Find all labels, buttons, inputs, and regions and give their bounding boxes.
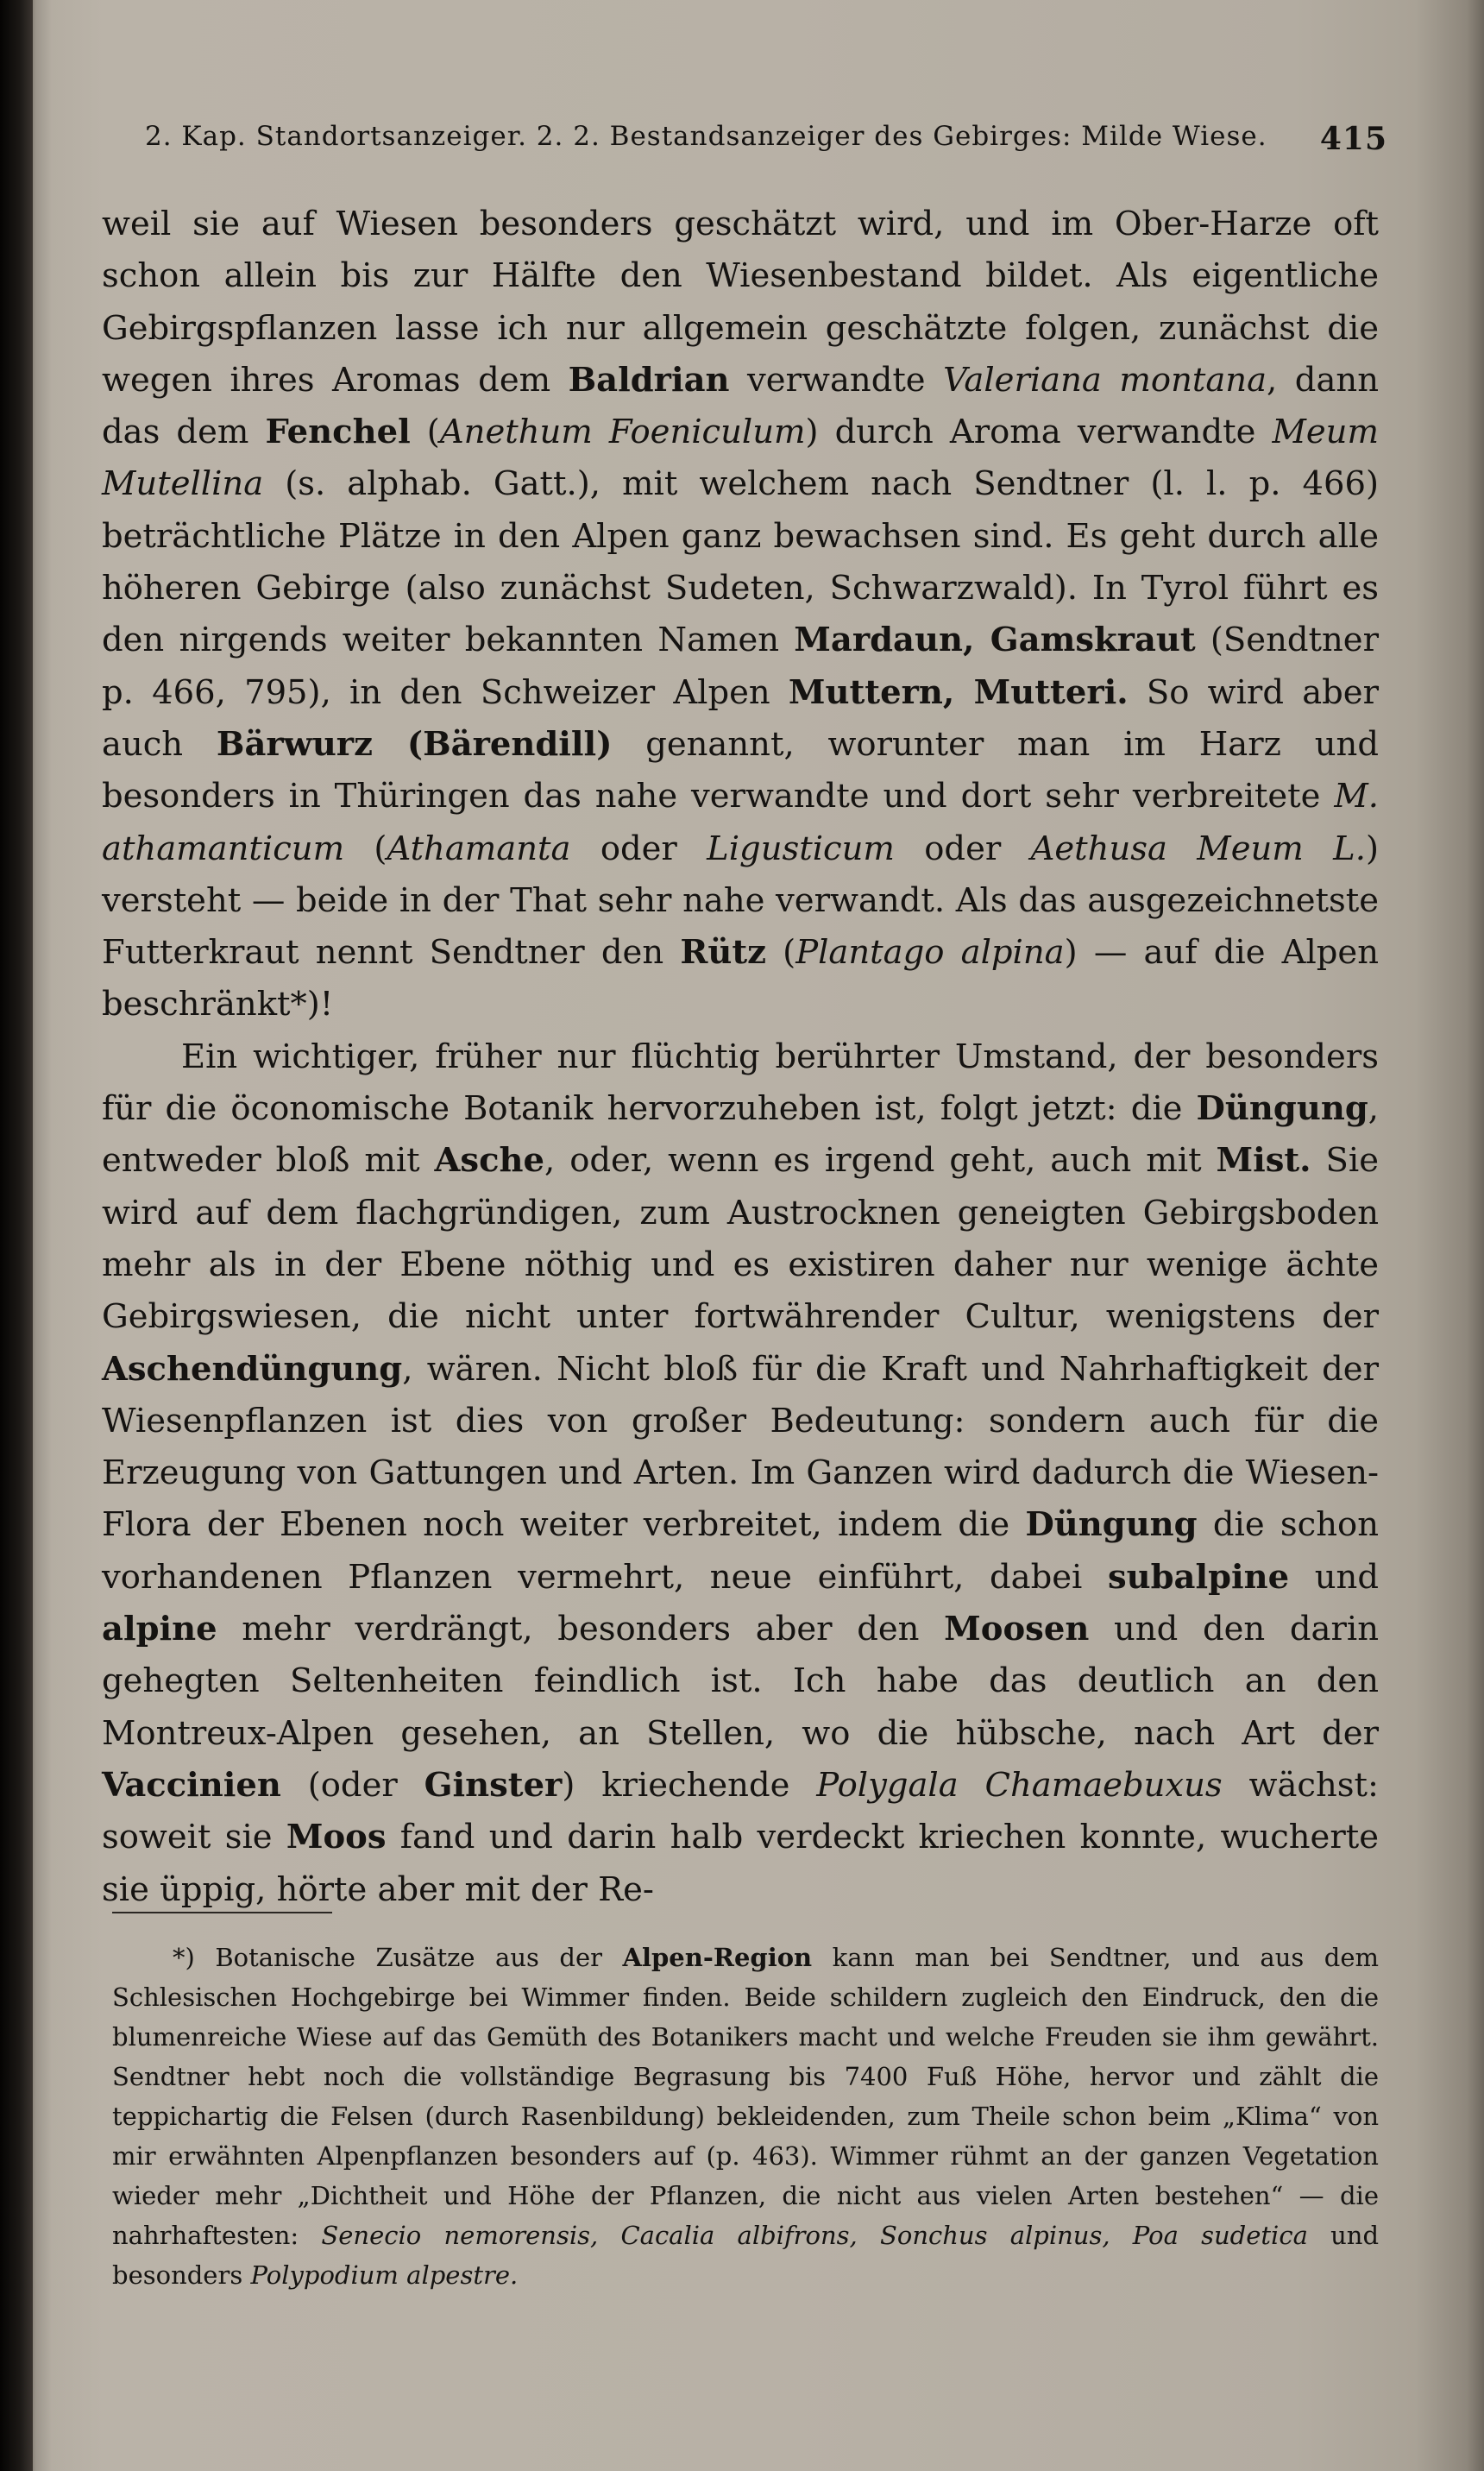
page-number: 415 — [1319, 121, 1387, 157]
text-run: , wären. Nicht bloß für die Kraft und Nahrhaftigkeit der Wiesenpflanzen ist dies von großer Bedeutung: sondern auch für die Erzeugung von Gattungen und Arten. Im Ganzen wird dadurch die Wiesen-Flora der Ebenen noch weiter verbreitet, indem die — [102, 1349, 1379, 1545]
text-run: oder — [894, 829, 1031, 868]
bold-term: Asche — [434, 1141, 545, 1181]
footnote-text — [112, 1938, 1379, 2295]
bold-term: Düngung — [1196, 1089, 1368, 1129]
bold-term: Vaccinien — [102, 1765, 281, 1805]
italic-term: Plantago alpina — [795, 933, 1065, 973]
bold-term: alpine — [102, 1610, 217, 1649]
text-run: fand und darin halb verdeckt kriechen konnte, wucherte sie üppig, hörte aber mit der Re- — [102, 1818, 1380, 1909]
italic-term: M. athamanticum — [102, 777, 1379, 868]
text-run: und den darin gehegten Seltenheiten feindlich ist. Ich habe das deutlich an den Montreux-Alpen gesehen, an Stellen, wo die hübsche, nach Art der — [102, 1610, 1379, 1753]
bold-term: Rütz — [680, 933, 766, 973]
italic-term: Meum Mutellina — [102, 413, 1379, 504]
bold-term: Muttern, Mutteri. — [788, 672, 1129, 712]
text-run: weil sie auf Wiesen besonders geschätzt wird, und im Ober-Harze oft schon allein bis zur Hälfte den Wiesenbestand bildet. Als eigentliche Gebirgspflanzen lasse ich nur allgemein geschätzte folgen, zunächst die wegen ihres Aromas dem — [102, 205, 1379, 400]
text-run: ( — [410, 413, 440, 452]
text-run: und — [1289, 1557, 1379, 1597]
text-run: , dann das dem — [102, 360, 1379, 452]
italic-term: Ligusticum — [707, 829, 895, 868]
text-run: (s. alphab. Gatt.), mit welchem nach Sendtner (l. l. p. 466) beträchtliche Plätze in den Alpen ganz bewachsen sind. Es geht durch alle höheren Gebirge (also zunächst Sudeten, Schwarzwald). In Tyrol führt es den nirgends weiter bekannten Namen — [102, 464, 1379, 660]
footnote — [112, 1938, 1379, 2295]
book-page — [102, 121, 1387, 2399]
bold-term: Fenchel — [265, 413, 411, 452]
footnote-rule — [112, 1912, 332, 1913]
text-run: Sie wird auf dem flachgründigen, zum Austrocknen geneigten Gebirgsboden mehr als in der Ebene nöthig und es existiren daher nur wenige ächte Gebirgswiesen, die nicht unter fortwährender Cultur, wenigstens der — [102, 1141, 1379, 1337]
bold-term: Moosen — [944, 1610, 1090, 1649]
text-run: ) versteht — beide in der That sehr nahe verwandt. Als das ausgezeichnetste Futterkraut nennt Sendtner den — [102, 829, 1379, 973]
text-run: , oder, wenn es irgend geht, auch mit — [544, 1141, 1217, 1181]
italic-term: Senecio nemorensis, Cacalia albifrons, Sonchus alpinus, Poa sudetica — [321, 2221, 1308, 2250]
text-run: *) Botanische Zusätze aus der — [173, 1943, 623, 1972]
italic-term: Aethusa Meum L. — [1030, 829, 1366, 868]
running-title: 2. Kap. Standortsanzeiger. 2. 2. Bestandsanzeiger des Gebirges: Milde Wiese. — [145, 121, 1267, 152]
text-run: ) kriechende — [562, 1765, 817, 1805]
main-text — [102, 199, 1379, 1916]
text-run: ( — [765, 933, 796, 973]
italic-term: Polypodium alpestre. — [250, 2260, 519, 2290]
text-run: ( — [344, 829, 387, 868]
italic-term: Athamanta — [387, 829, 571, 868]
text-run: So wird aber auch — [102, 672, 1379, 764]
text-run: genannt, worunter man im Harz und besonders in Thüringen das nahe verwandte und dort sehr verbreitete — [102, 724, 1379, 816]
text-run: , entweder bloß mit — [102, 1089, 1379, 1181]
bold-term: Aschendüngung — [102, 1349, 403, 1389]
text-run: oder — [570, 829, 707, 868]
paragraph-2 — [102, 1031, 1379, 1916]
italic-term: Valeriana montana — [943, 360, 1267, 400]
bold-term: Ginster — [424, 1765, 563, 1805]
running-head — [145, 121, 1387, 173]
text-run: (oder — [280, 1765, 424, 1805]
text-run: Ein wichtiger, früher nur flüchtig berührter Umstand, der besonders für die öconomische Botanik hervorzuheben ist, folgt jetzt: die — [102, 1037, 1379, 1129]
text-run: wächst: soweit sie — [102, 1765, 1379, 1857]
bold-term: Bärwurz (Bärendill) — [216, 724, 613, 764]
italic-term: Polygala Chamaebuxus — [816, 1765, 1223, 1805]
text-run: mehr verdrängt, besonders aber den — [217, 1610, 945, 1649]
bold-term: Mardaun, Gamskraut — [794, 621, 1196, 660]
bold-term: Düngung — [1025, 1505, 1198, 1545]
text-run: (Sendtner p. 466, 795), in den Schweizer Alpen — [102, 621, 1379, 712]
text-run: und besonders — [112, 2221, 1380, 2290]
bold-term: Baldrian — [568, 360, 730, 400]
text-run: ) — auf die Alpen beschränkt*)! — [102, 933, 1380, 1024]
book-gutter-shadow — [0, 0, 33, 2471]
text-run: die schon vorhandenen Pflanzen vermehrt, neue einführt, dabei — [102, 1505, 1379, 1597]
bold-term: subalpine — [1107, 1557, 1290, 1597]
bold-term: Alpen-Region — [622, 1943, 813, 1972]
italic-term: Anethum Foeniculum — [439, 413, 806, 452]
text-run: kann man bei Sendtner, und aus dem Schlesischen Hochgebirge bei Wimmer finden. Beide schildern zugleich den Eindruck, den die blumenreiche Wiese auf das Gemüth des Botanikers macht und welche Freuden sie ihm gewährt. Sendtner hebt noch die vollständige Begrasung bis 7400 Fuß Höhe, hervor und zählt die teppichartig die Felsen (durch Rasenbildung) bekleidenden, zum Theile schon beim „Klima“ von mir erwähnten Alpenpflanzen besonders auf (p. 463). Wimmer rühmt an der ganzen Vegetation wieder mehr „Dichtheit und Höhe der Pflanzen, die nicht aus vielen Arten bestehen“ — die nahrhaftesten: — [112, 1943, 1379, 2250]
bold-term: Mist. — [1216, 1141, 1311, 1181]
text-run: verwandte — [729, 360, 944, 400]
text-run: ) durch Aroma verwandte — [805, 413, 1273, 452]
paragraph-1 — [102, 199, 1379, 1031]
bold-term: Moos — [286, 1818, 387, 1857]
